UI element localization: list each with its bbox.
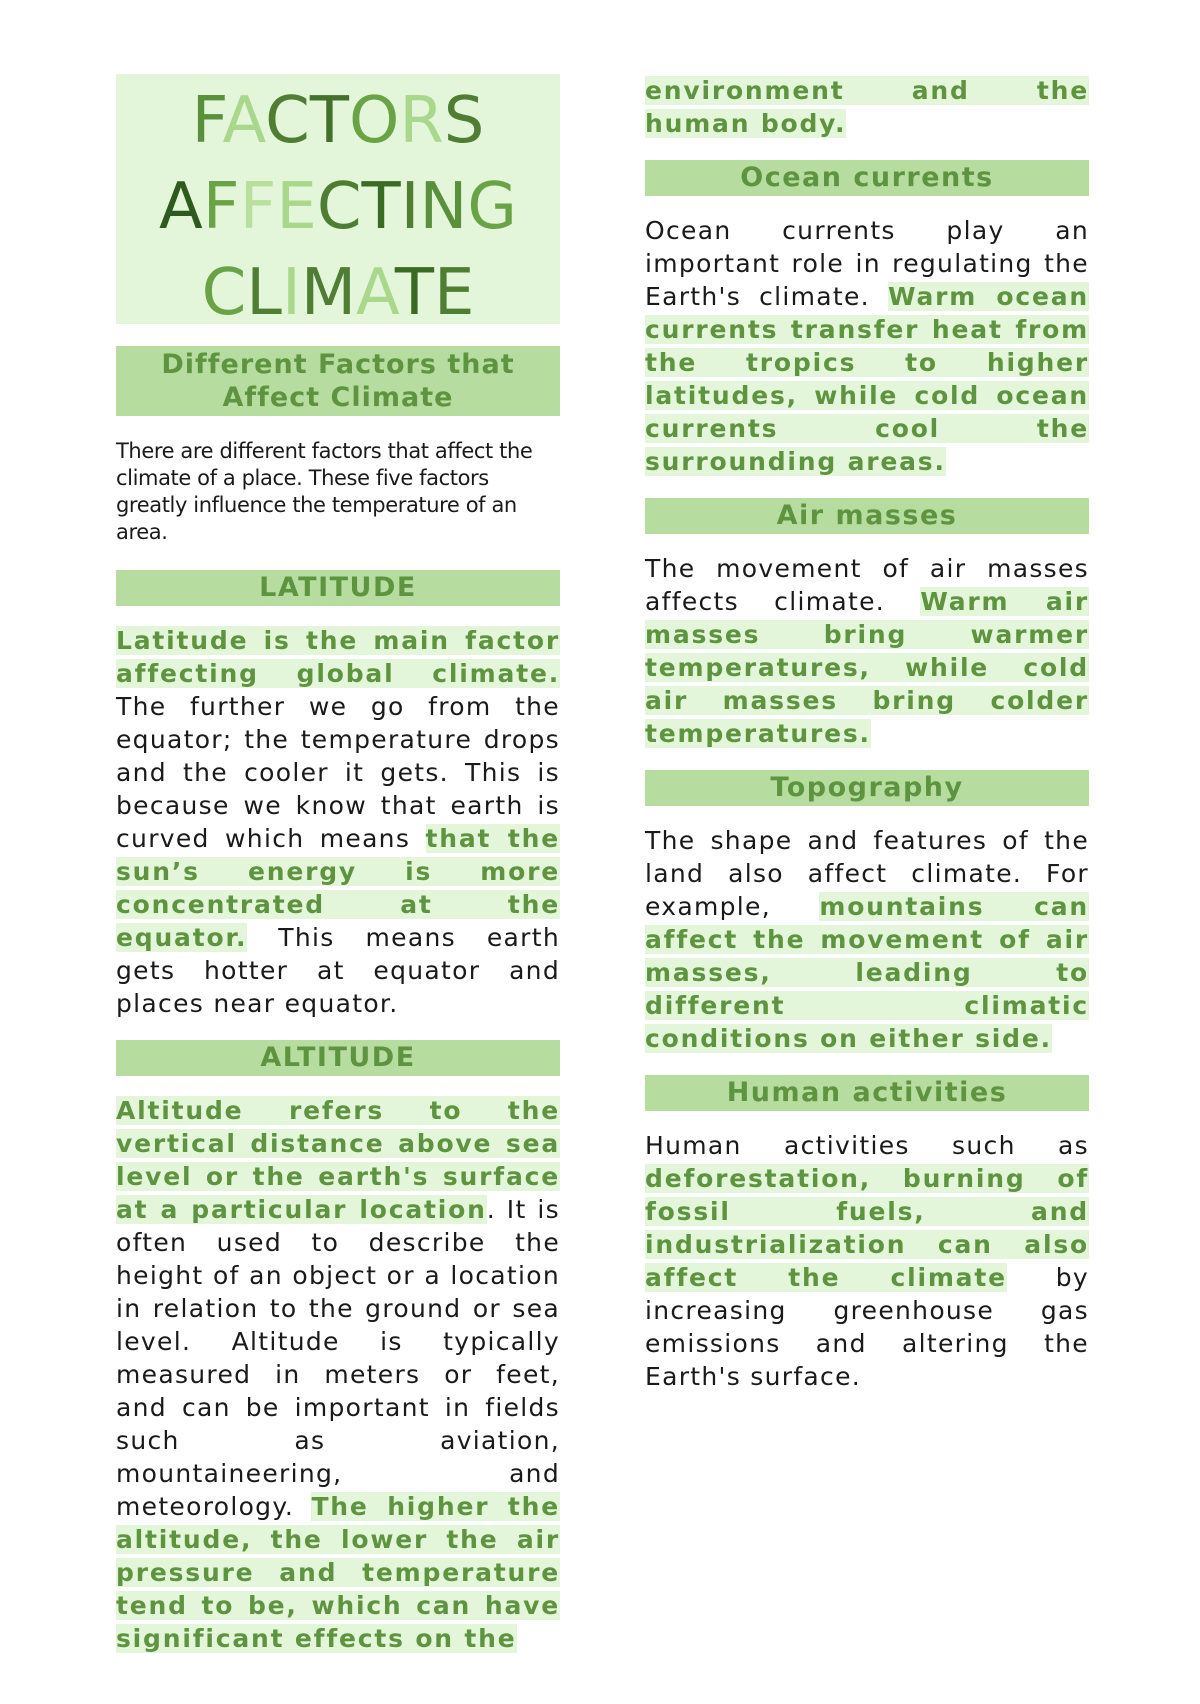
body-text: This means earth gets hotter at equator and places near equator.	[116, 923, 560, 1018]
altitude-paragraph	[116, 1094, 560, 1655]
title-letter: N	[419, 170, 468, 244]
title-letter: A	[356, 256, 395, 330]
highlighted-text: that the sun’s energy is more concentrated at the equator.	[116, 824, 560, 952]
title-letter: A	[222, 84, 266, 158]
title-letter: F	[202, 170, 240, 244]
title-letter: T	[361, 170, 401, 244]
page-title	[116, 74, 560, 330]
highlighted-text: Altitude refers to the vertical distance above sea level or the earth's surface at a particular location	[116, 1096, 560, 1224]
body-text: Ocean currents play an important role in regulating the Earth's climate.	[645, 216, 1089, 311]
title-letter: E	[276, 170, 317, 244]
title-letter: F	[239, 170, 277, 244]
intro-text: There are different factors that affect the climate of a place. These five factors greatly influence the temperature of an area.	[116, 439, 533, 544]
title-letter: C	[201, 256, 247, 330]
body-text: Human activities such as	[645, 1131, 1089, 1160]
title-letter: E	[433, 256, 475, 330]
title-letter: O	[348, 84, 400, 158]
ocean-currents-paragraph	[645, 214, 1089, 478]
highlighted-text: The higher the altitude, the lower the air pressure and temperature tend to be, which can have significant effects on the	[116, 1492, 561, 1653]
altitude-continuation	[645, 74, 1089, 140]
title-letter: A	[159, 170, 203, 244]
body-text: . It is often used to describe the height of an object or a location in relation to the ground or sea level. Altitude is typically measured in meters or feet, and can be important in fields such as aviation, mountaineering, and meteorology.	[116, 1195, 560, 1521]
title-letter: L	[246, 256, 282, 330]
highlighted-text: Warm ocean currents transfer heat from the tropics to higher latitudes, while cold ocean currents cool the surrounding areas.	[645, 282, 1089, 476]
title-letter: G	[467, 170, 517, 244]
highlighted-text: deforestation, burning of fossil fuels, and industrialization can also affect the climate	[645, 1164, 1089, 1292]
title-letter: M	[300, 256, 357, 330]
latitude-heading: LATITUDE	[116, 570, 560, 606]
title-letter: R	[399, 84, 444, 158]
topography-heading: Topography	[645, 770, 1089, 806]
body-text: by increasing greenhouse gas emissions and altering the Earth's surface.	[645, 1263, 1089, 1391]
right-column	[645, 74, 1089, 1413]
title-letter: I	[400, 170, 420, 244]
air-masses-paragraph	[645, 552, 1089, 750]
highlighted-text: environment and the human body.	[645, 76, 1089, 138]
highlighted-text: Warm air masses bring warmer temperatures, while cold air masses bring colder temperatures.	[645, 587, 1089, 748]
body-text: The further we go from the equator; the temperature drops and the cooler it gets. This is because we know that earth is curved which means	[116, 692, 560, 853]
title-letter: T	[309, 84, 349, 158]
title-letter: T	[394, 256, 434, 330]
title-letter: F	[191, 84, 223, 158]
air-masses-heading: Air masses	[645, 498, 1089, 534]
human-activities-paragraph	[645, 1129, 1089, 1393]
title-letter: I	[281, 256, 301, 330]
topography-paragraph	[645, 824, 1089, 1055]
title-line-3	[116, 250, 560, 336]
latitude-paragraph	[116, 624, 560, 1020]
intro-heading: Different Factors that Affect Climate	[116, 346, 560, 416]
title-line-2	[116, 164, 560, 250]
highlighted-text: Latitude is the main factor affecting global climate.	[116, 626, 560, 688]
body-text: The shape and features of the land also affect climate. For example,	[645, 826, 1089, 921]
title-letter: S	[443, 84, 485, 158]
title-letter: C	[265, 84, 310, 158]
title-line-1	[116, 78, 560, 164]
title-letter: C	[316, 170, 362, 244]
left-column	[116, 74, 560, 1675]
highlighted-text: mountains can affect the movement of air masses, leading to different climatic conditions on either side.	[645, 892, 1089, 1053]
ocean-currents-heading: Ocean currents	[645, 160, 1089, 196]
human-activities-heading: Human activities	[645, 1075, 1089, 1111]
altitude-heading: ALTITUDE	[116, 1040, 560, 1076]
body-text: The movement of air masses affects climate.	[645, 554, 1089, 616]
